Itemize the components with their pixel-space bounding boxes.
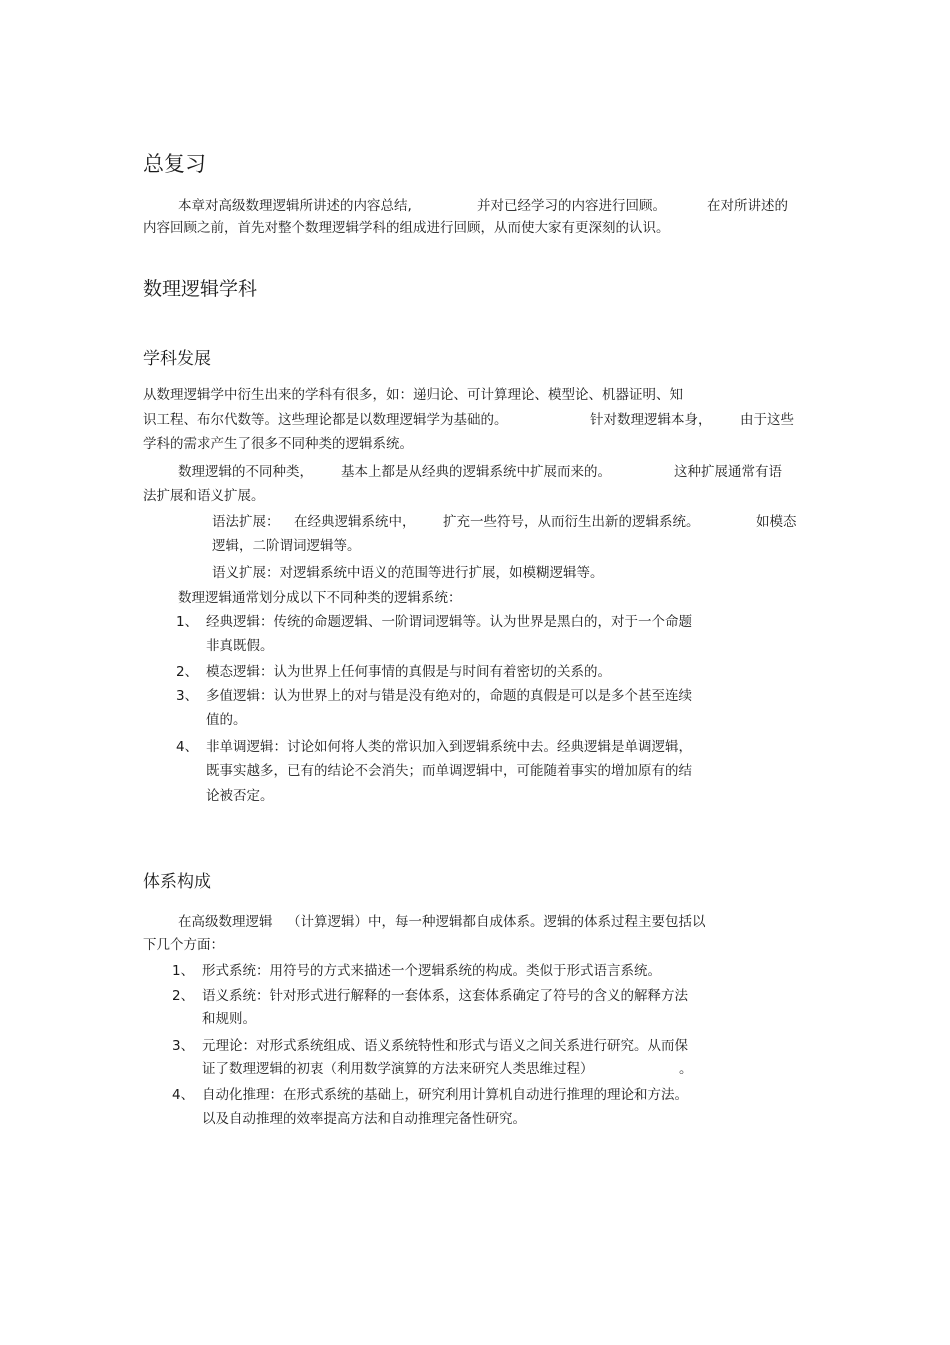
list-item-number: 4、 — [172, 1087, 195, 1103]
intro-line1-part3: 在对所讲述的 — [707, 198, 788, 214]
dev-p2-line1-part1: 数理逻辑的不同种类， — [178, 464, 313, 480]
list-item-text: 非单调逻辑：讨论如何将人类的常识加入到逻辑系统中去。经典逻辑是单调逻辑， — [206, 739, 692, 755]
dev-p2-line1-part2: 基本上都是从经典的逻辑系统中扩展而来的。 — [341, 464, 611, 480]
list-item-text: 经典逻辑：传统的命题逻辑、一阶谓词逻辑等。认为世界是黑白的，对于一个命题 — [206, 614, 692, 630]
list-item-number: 3、 — [172, 1038, 195, 1054]
list-item-text: 语义系统：针对形式进行解释的一套体系，这套体系确定了符号的含义的解释方法 — [202, 988, 688, 1004]
syntax-line2: 逻辑，二阶谓词逻辑等。 — [212, 538, 361, 554]
syntax-line1-part3: 扩充一些符号，从而衍生出新的逻辑系统。 — [443, 514, 700, 530]
list-item-text: 自动化推理：在形式系统的基础上，研究利用计算机自动进行推理的理论和方法。 — [202, 1087, 688, 1103]
dev-p1-line3: 学科的需求产生了很多不同种类的逻辑系统。 — [143, 436, 413, 452]
sys-p-line1-part1: 在高级数理逻辑 — [178, 914, 273, 930]
dev-p1-line2-part3: 由于这些 — [740, 412, 794, 428]
logic-types-intro: 数理逻辑通常划分成以下不同种类的逻辑系统： — [178, 590, 462, 606]
dev-p1-line2-part2: 针对数理逻辑本身， — [590, 412, 712, 428]
intro-line1-part1: 本章对高级数理逻辑所讲述的内容总结, — [178, 198, 412, 214]
list-item-number: 2、 — [172, 988, 195, 1004]
syntax-line1-part2: 在经典逻辑系统中， — [294, 514, 416, 530]
dev-p1-line1: 从数理逻辑学中衍生出来的学科有很多，如：递归论、可计算理论、模型论、机器证明、知 — [143, 387, 683, 403]
list-item-text: 值的。 — [206, 712, 247, 728]
syntax-label: 语法扩展： — [212, 514, 280, 530]
dev-p2-line2: 法扩展和语义扩展。 — [143, 488, 265, 504]
dev-p1-line2-part1: 识工程、布尔代数等。这些理论都是以数理逻辑学为基础的。 — [143, 412, 508, 428]
list-item-text: 形式系统：用符号的方式来描述一个逻辑系统的构成。类似于形式语言系统。 — [202, 963, 661, 979]
list-item-text: 论被否定。 — [206, 788, 274, 804]
list-item-text: 元理论：对形式系统组成、语义系统特性和形式与语义之间关系进行研究。从而保 — [202, 1038, 688, 1054]
sys-p-line1-part2: （计算逻辑）中，每一种逻辑都自成体系。逻辑的体系过程主要包括以 — [287, 914, 706, 930]
list-item-number: 1、 — [176, 614, 199, 630]
syntax-line1-part4: 如模态 — [756, 514, 797, 530]
list-item-number: 4、 — [176, 739, 199, 755]
dev-p2-line1-part3: 这种扩展通常有语 — [674, 464, 782, 480]
section-heading-math-logic: 数理逻辑学科 — [143, 278, 258, 300]
list-item-text: 证了数理逻辑的初衷（利用数学演算的方法来研究人类思维过程） — [202, 1061, 594, 1077]
list-item-number: 1、 — [172, 963, 195, 979]
subsection-heading-structure: 体系构成 — [143, 872, 211, 892]
subsection-heading-development: 学科发展 — [143, 349, 211, 369]
list-item-text: 既事实越多，已有的结论不会消失；而单调逻辑中，可能随着事实的增加原有的结 — [206, 763, 692, 779]
list-item-text: 非真既假。 — [206, 638, 274, 654]
page-title: 总复习 — [143, 152, 206, 176]
intro-line2: 内容回顾之前，首先对整个数理逻辑学科的组成进行回顾，从而使大家有更深刻的认识。 — [143, 220, 670, 236]
list-item-text: 多值逻辑：认为世界上的对与错是没有绝对的，命题的真假是可以是多个甚至连续 — [206, 688, 692, 704]
list-item-text: 模态逻辑：认为世界上任何事情的真假是与时间有着密切的关系的。 — [206, 664, 611, 680]
list-item-text: 以及自动推理的效率提高方法和自动推理完备性研究。 — [202, 1111, 526, 1127]
list-item-text: 。 — [679, 1061, 693, 1077]
sys-p-line2: 下几个方面： — [143, 937, 224, 953]
list-item-number: 3、 — [176, 688, 199, 704]
semantic-extension: 语义扩展：对逻辑系统中语义的范围等进行扩展，如模糊逻辑等。 — [212, 565, 604, 581]
list-item-text: 和规则。 — [202, 1011, 256, 1027]
intro-line1-part2: 并对已经学习的内容进行回顾。 — [477, 198, 666, 214]
list-item-number: 2、 — [176, 664, 199, 680]
